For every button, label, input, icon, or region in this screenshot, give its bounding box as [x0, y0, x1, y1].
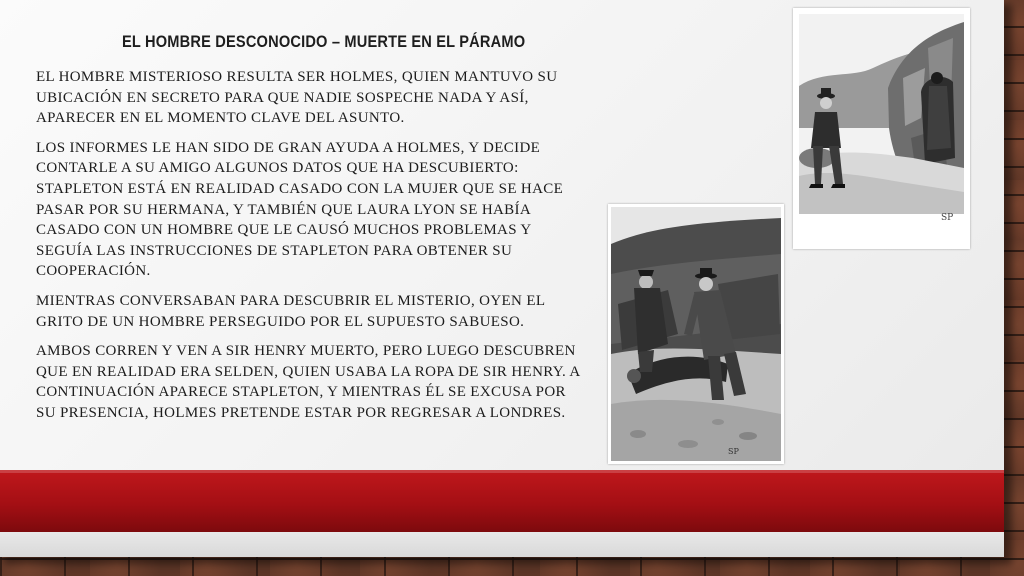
illustration-body-on-moor-icon: [608, 204, 784, 464]
illustration-holmes-seated-icon: [793, 8, 970, 249]
paragraph-scream: MIENTRAS CONVERSABAN PARA DESCUBRIR EL MISTERIO, OYEN EL GRITO DE UN HOMBRE PERSEGUIDO POR EL SUPUESTO SABUESO.: [36, 292, 545, 330]
red-band-highlight: [0, 470, 1004, 473]
paragraph-holmes-findings: LOS INFORMES LE HAN SIDO DE GRAN AYUDA A HOLMES, Y DECIDE CONTARLE A SU AMIGO ALGUNOS DATOS QUE HA DESCUBIERTO: STAPLETON ESTÁ EN REALIDAD CASADO CON LA MUJER QUE SE HACE PASAR POR SU HERMANA, Y TAMBIÉN QUE LAURA LYON SE HABÍA CASADO CON UN HOMBRE QUE LE CAUSÓ MUCHOS PROBLEMAS Y SEGUÍA LAS INSTRUCCIONES DE STAPLETON PARA OBTENER SU COOPERACIÓN.: [36, 139, 564, 280]
illustration-body-on-moor: [608, 204, 784, 464]
slide-body: [36, 67, 584, 433]
paragraph-selden-death: AMBOS CORREN Y VEN A SIR HENRY MUERTO, PERO LUEGO DESCUBREN QUE EN REALIDAD ERA SELDEN, QUIEN USABA LA ROPA DE SIR HENRY. A CONTINUACIÓN APARECE STAPLETON, Y MIENTRAS ÉL SE EXCUSA POR SU PRESENCIA, HOLMES PRETENDE ESTAR POR REGRESAR A LONDRES.: [36, 343, 580, 421]
illustration-holmes-seated: [793, 8, 970, 249]
bottom-illustration-signature: SP: [728, 447, 739, 456]
slide-title: EL HOMBRE DESCONOCIDO – MUERTE EN EL PÁRAMO: [122, 32, 526, 51]
paragraph-holmes-reveal: EL HOMBRE MISTERIOSO RESULTA SER HOLMES, QUIEN MANTUVO SU UBICACIÓN EN SECRETO PARA QUE NADIE SOSPECHE NADA Y ASÍ, APARECER EN EL MOMENTO CLAVE DEL ASUNTO.: [36, 69, 558, 127]
red-accent-band: [0, 470, 1004, 532]
bottom-gray-strip: [0, 532, 1004, 557]
top-illustration-signature: SP: [941, 213, 954, 223]
